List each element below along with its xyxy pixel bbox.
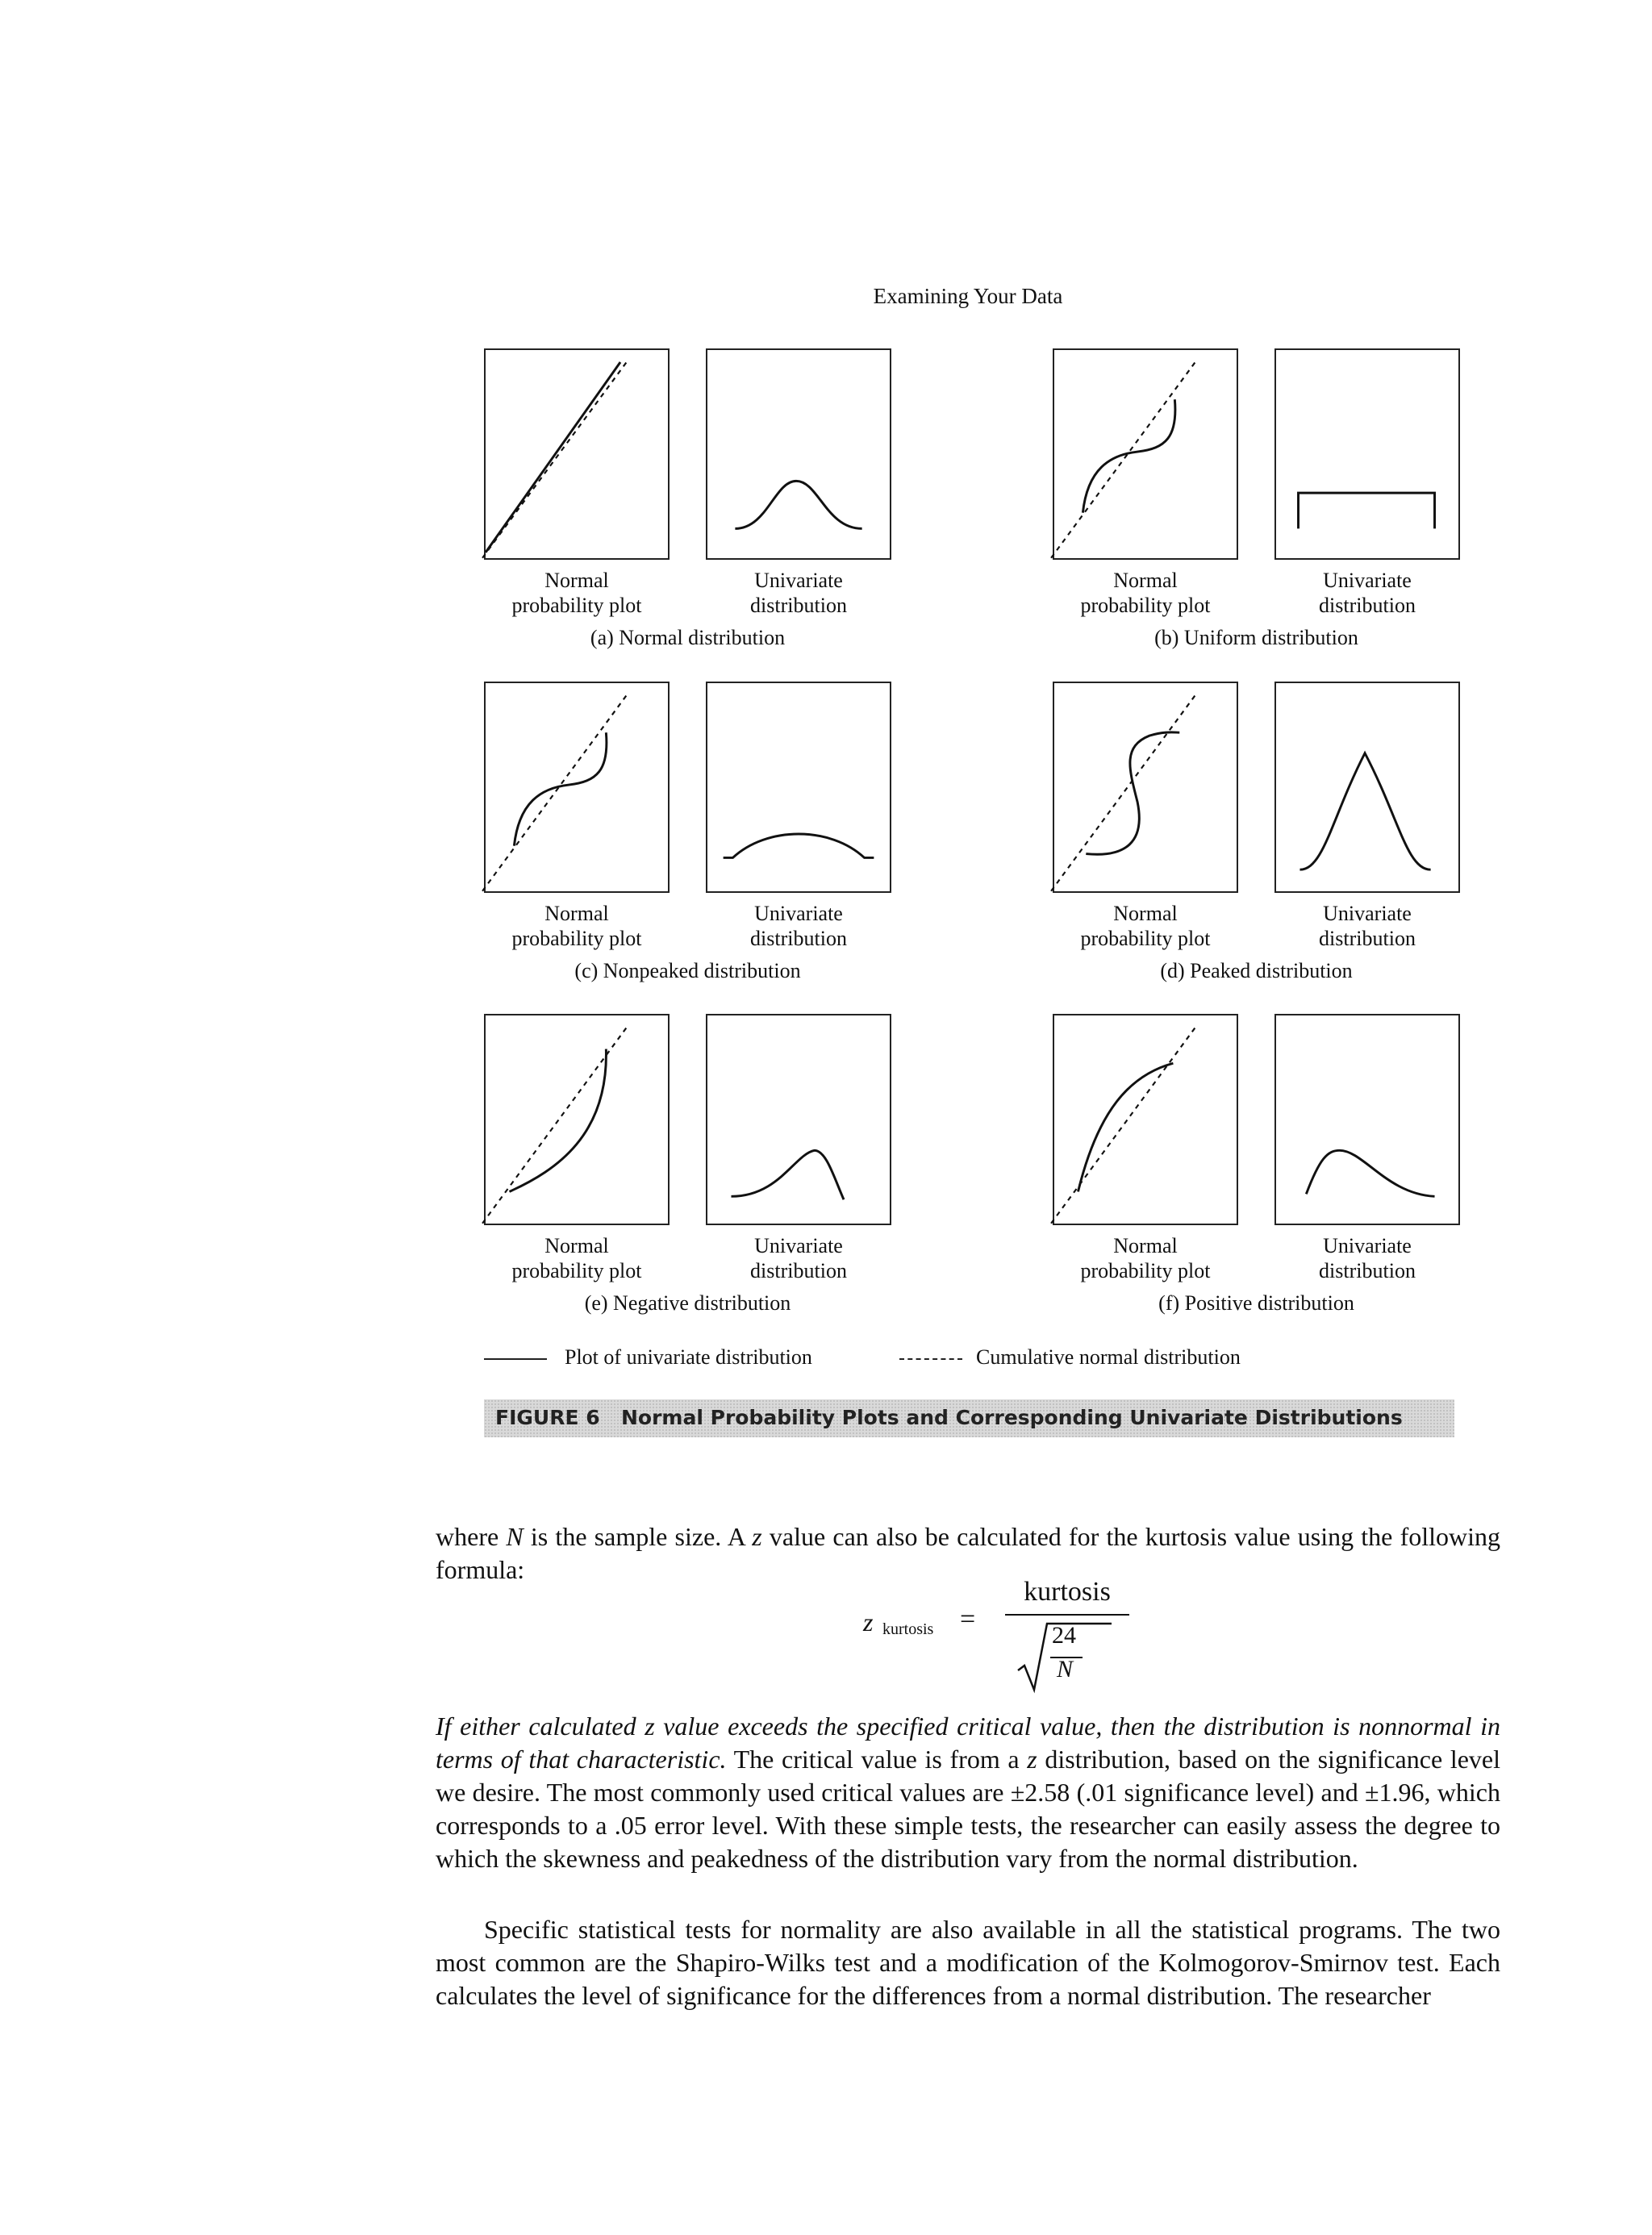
- kurtosis-formula: [863, 1577, 1186, 1690]
- npp-label-line: Normal: [1113, 1234, 1178, 1257]
- npp-label-line: Normal: [544, 569, 609, 592]
- emphasis: value exceeds the specified critical value, then the distribution is nonnormal in terms of that characteristic.: [436, 1712, 1501, 1774]
- npp-label-line: probability plot: [511, 1259, 642, 1282]
- univariate-distribution-plot: [706, 348, 891, 560]
- panel-caption: (d) Peaked distribution: [1160, 959, 1353, 982]
- normal-probability-plot: [1053, 682, 1238, 893]
- npp-plot-svg: [486, 350, 668, 558]
- npp-label-line: Normal: [544, 902, 609, 925]
- paragraph-3: [436, 1913, 1500, 2012]
- cumulative-normal-line: [1051, 360, 1197, 558]
- univariate-label: [694, 568, 903, 618]
- npp-label-line: Normal: [544, 1234, 609, 1257]
- npp-label-line: probability plot: [511, 594, 642, 617]
- panel-caption: (c) Nonpeaked distribution: [574, 959, 801, 982]
- npp-label-line: Normal: [1113, 569, 1178, 592]
- text: is the sample size. A: [523, 1522, 753, 1551]
- normal-probability-plot: [1053, 1014, 1238, 1225]
- univariate-distribution-plot: [1274, 682, 1460, 893]
- univariate-label-line: distribution: [750, 1259, 847, 1282]
- univariate-distribution-plot: [1274, 348, 1460, 560]
- univariate-plot-line: [1078, 1063, 1173, 1191]
- univariate-label-line: Univariate: [1323, 902, 1412, 925]
- npp-label: [472, 568, 682, 618]
- univariate-plot-svg: [1276, 1015, 1458, 1224]
- npp-label: [472, 1233, 682, 1283]
- normal-probability-plot: [484, 348, 670, 560]
- cumulative-normal-line: [482, 360, 628, 558]
- panel-caption: (b) Uniform distribution: [1154, 626, 1358, 649]
- cumulative-normal-line: [1051, 693, 1197, 891]
- npp-label-line: probability plot: [1080, 594, 1211, 617]
- univariate-distribution-plot: [1274, 1014, 1460, 1225]
- text: where: [436, 1522, 507, 1551]
- npp-label: [1041, 901, 1250, 951]
- npp-plot-svg: [486, 1015, 668, 1224]
- panel-caption: (e) Negative distribution: [584, 1291, 791, 1315]
- distribution-curve: [1299, 753, 1430, 869]
- univariate-plot-line: [1086, 732, 1179, 854]
- var-n: N: [506, 1522, 524, 1551]
- figure-caption: [484, 1399, 1454, 1437]
- cumulative-normal-line: [482, 693, 628, 891]
- npp-plot-svg: [1054, 350, 1237, 558]
- legend-dashed-label: Cumulative normal distribution: [976, 1345, 1241, 1369]
- formula-fraction-bar: [1005, 1614, 1129, 1616]
- univariate-label-line: Univariate: [1323, 569, 1412, 592]
- univariate-label-line: distribution: [1319, 594, 1416, 617]
- distribution-curve: [724, 834, 874, 857]
- npp-label: [1041, 1233, 1250, 1283]
- cumulative-normal-line: [1051, 1025, 1197, 1224]
- univariate-plot-line: [486, 362, 620, 552]
- npp-plot-svg: [1054, 1015, 1237, 1224]
- formula-lhs-subscript: kurtosis: [882, 1620, 934, 1638]
- univariate-label-line: Univariate: [754, 569, 843, 592]
- npp-label-line: Normal: [1113, 902, 1178, 925]
- univariate-label: [1262, 901, 1472, 951]
- var-z: z: [1027, 1745, 1037, 1774]
- distribution-curve: [735, 481, 861, 528]
- univariate-label: [694, 1233, 903, 1283]
- text: The critical value is from a: [726, 1745, 1028, 1774]
- formula-numerator: kurtosis: [1024, 1577, 1111, 1607]
- legend-solid-label: Plot of univariate distribution: [565, 1345, 812, 1369]
- univariate-label-line: distribution: [750, 594, 847, 617]
- paragraph-3-text: Specific statistical tests for normality are also available in all the statistical programs. The two most common are the Shapiro-Wilks test and a modification of the Kolmogorov-Smirnov test. Each calculates the level of significance for the differences from a normal distribution. The researcher: [436, 1915, 1500, 2010]
- npp-label-line: probability plot: [1080, 927, 1211, 950]
- normal-probability-plot: [484, 1014, 670, 1225]
- univariate-label-line: distribution: [1319, 1259, 1416, 1282]
- panel-caption: (f) Positive distribution: [1158, 1291, 1354, 1315]
- npp-label-line: probability plot: [1080, 1259, 1211, 1282]
- panel-caption: (a) Normal distribution: [590, 626, 786, 649]
- univariate-distribution-plot: [706, 682, 891, 893]
- npp-label: [1041, 568, 1250, 618]
- univariate-label: [1262, 568, 1472, 618]
- npp-plot-svg: [1054, 683, 1237, 891]
- univariate-label-line: distribution: [750, 927, 847, 950]
- npp-label-line: probability plot: [511, 927, 642, 950]
- text: distribution, based on the significance level we desire. The most commonly used critical values are ±2.58 (.01 significance level) and ±1.96, which corresponds to a .05 error level. With these simple tests, the researcher can easily assess the degree to which the skewness and peakedness of the distribution vary from the normal distribution.: [436, 1745, 1501, 1873]
- univariate-plot-svg: [707, 350, 890, 558]
- emphasis-z: z: [645, 1712, 655, 1741]
- formula-radicand-denominator: N: [1057, 1656, 1074, 1683]
- var-z: z: [752, 1522, 762, 1551]
- normal-probability-plot: [1053, 348, 1238, 560]
- univariate-plot-svg: [707, 1015, 890, 1224]
- text: value can also be calculated for the kurtosis value using the following formula:: [436, 1522, 1500, 1584]
- univariate-distribution-plot: [706, 1014, 891, 1225]
- formula-lhs: z: [863, 1607, 874, 1637]
- normal-probability-plot: [484, 682, 670, 893]
- univariate-plot-svg: [1276, 683, 1458, 891]
- distribution-curve: [1299, 493, 1435, 528]
- legend-dashed-swatch: [899, 1358, 962, 1360]
- running-head: Examining Your Data: [873, 284, 1063, 308]
- formula-radicand-numerator: 24: [1052, 1622, 1076, 1649]
- distribution-curve: [731, 1150, 844, 1199]
- npp-plot-svg: [486, 683, 668, 891]
- formula-equals: =: [960, 1604, 976, 1634]
- distribution-curve: [1306, 1150, 1434, 1196]
- univariate-label-line: distribution: [1319, 927, 1416, 950]
- figure-title: Normal Probability Plots and Corresponding Univariate Distributions: [621, 1406, 1403, 1429]
- univariate-label: [694, 901, 903, 951]
- univariate-label: [1262, 1233, 1472, 1283]
- legend-solid-swatch: [484, 1358, 547, 1360]
- figure-number: FIGURE 6: [495, 1406, 600, 1429]
- univariate-label-line: Univariate: [754, 902, 843, 925]
- paragraph-2: [436, 1710, 1500, 1875]
- univariate-label-line: Univariate: [1323, 1234, 1412, 1257]
- univariate-plot-svg: [1276, 350, 1458, 558]
- univariate-label-line: Univariate: [754, 1234, 843, 1257]
- npp-label: [472, 901, 682, 951]
- univariate-plot-svg: [707, 683, 890, 891]
- emphasis: If either calculated: [436, 1712, 645, 1741]
